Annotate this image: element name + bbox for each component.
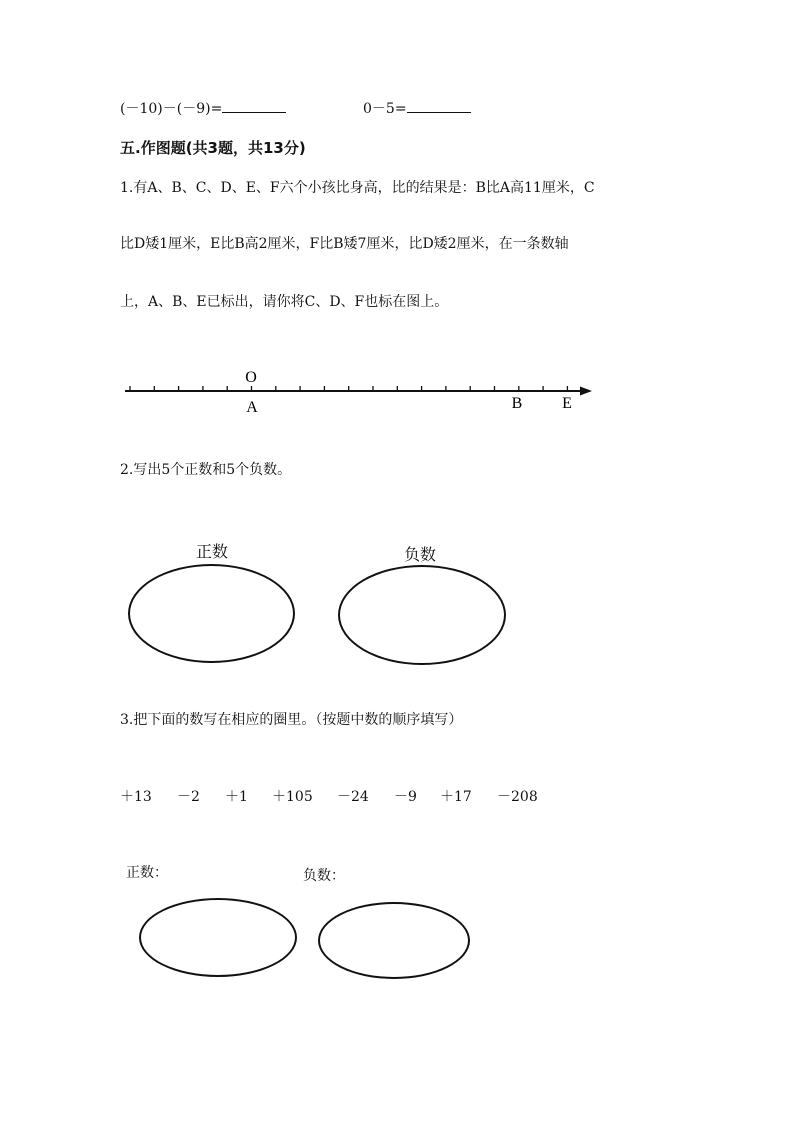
q2-positive-ellipse[interactable]: [128, 564, 295, 663]
q3-negative-ellipse[interactable]: [318, 902, 470, 979]
point-e-label: E: [562, 395, 572, 412]
q3-positive-label: 正数：: [126, 865, 168, 881]
origin-label: O: [245, 369, 257, 386]
q1-line-3: 上，A、B、E已标出，请你将C、D、F也标在图上。: [120, 294, 449, 310]
q3-negative-label: 负数：: [303, 868, 345, 884]
number-item: ＋105: [272, 789, 313, 805]
point-a-label: A: [246, 399, 258, 416]
q2-negative-label: 负数: [404, 545, 437, 564]
number-item: ＋13: [120, 789, 152, 805]
number-line[interactable]: [0, 0, 794, 430]
point-b-label: B: [511, 395, 523, 412]
q2-text: 2.写出5个正数和5个负数。: [120, 462, 292, 478]
section-heading: 五.作图题(共3题，共13分): [120, 139, 306, 157]
equation-2-text: 0－5=: [363, 101, 407, 117]
q3-numbers-row: [0, 786, 794, 806]
q3-text: 3.把下面的数写在相应的圈里。（按题中数的顺序填写）: [120, 712, 463, 728]
equation-1-text: (－10)－(－9)=: [120, 101, 223, 117]
q1-line-2: 比D矮1厘米，E比B高2厘米，F比B矮7厘米，比D矮2厘米，在一条数轴: [120, 236, 569, 252]
number-item: －208: [497, 789, 538, 805]
q2-positive-label: 正数: [196, 542, 229, 561]
number-line-arrow: [580, 387, 592, 396]
q2-negative-ellipse[interactable]: [338, 565, 506, 665]
number-item: －24: [337, 789, 369, 805]
number-item: －9: [394, 789, 417, 805]
q3-positive-ellipse[interactable]: [139, 898, 297, 977]
number-item: ＋17: [440, 789, 472, 805]
number-item: －2: [177, 789, 200, 805]
q1-line-1: 1.有A、B、C、D、E、F六个小孩比身高，比的结果是：B比A高11厘米，C: [120, 180, 595, 196]
number-item: ＋1: [225, 789, 248, 805]
